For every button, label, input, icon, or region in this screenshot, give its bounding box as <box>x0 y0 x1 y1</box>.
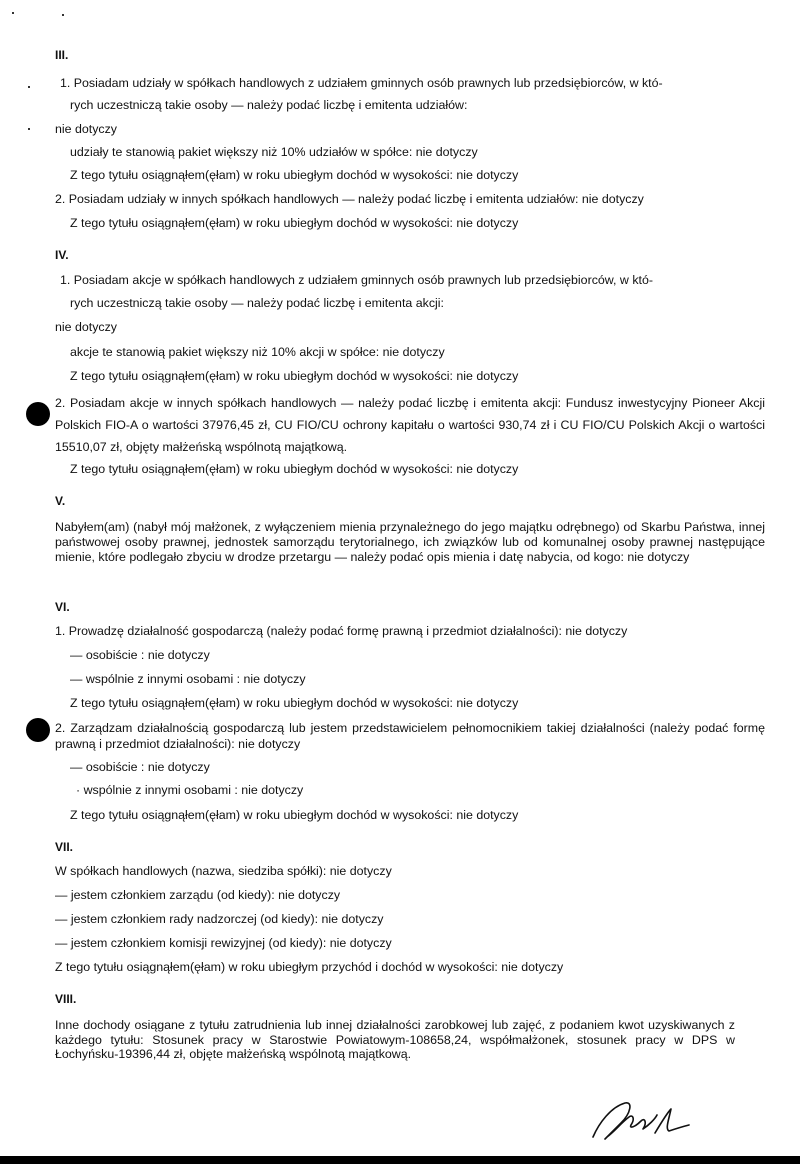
section-heading-vii: VII. <box>55 840 74 854</box>
list-item: — jestem członkiem rady nadzorczej (od kiedy): nie dotyczy <box>55 912 384 926</box>
text-line: nie dotyczy <box>55 122 117 136</box>
scan-speck <box>12 12 14 14</box>
text-line: 1. Posiadam udziały w spółkach handlowych z udziałem gminnych osób prawnych lub przedsiębiorców, w któ- <box>60 76 663 90</box>
list-item: — jestem członkiem komisji rewizyjnej (od kiedy): nie dotyczy <box>55 936 392 950</box>
income-line: Z tego tytułu osiągnąłem(ęłam) w roku ubiegłym przychód i dochód w wysokości: nie dotyczy <box>55 960 564 974</box>
text-line: rych uczestniczą takie osoby — należy podać liczbę i emitenta akcji: <box>70 296 444 310</box>
text-line: W spółkach handlowych (nazwa, siedziba spółki): nie dotyczy <box>55 864 392 878</box>
text-line: 1. Posiadam akcje w spółkach handlowych z udziałem gminnych osób prawnych lub przedsiębiorców, w któ- <box>60 273 653 287</box>
section-heading-viii: VIII. <box>55 992 77 1006</box>
text-line: 2. Posiadam udziały w innych spółkach handlowych — należy podać liczbę i emitenta udziałów: nie dotyczy <box>55 192 644 206</box>
punch-hole <box>26 402 50 426</box>
list-item: · wspólnie z innymi osobami : nie dotyczy <box>76 783 304 797</box>
text-line: nie dotyczy <box>55 320 117 334</box>
text-paragraph: 2. Posiadam akcje w innych spółkach handlowych — należy podać liczbę i emitenta akcji: Fundusz inwestycyjny Pioneer Akcji Polskich FIO-A o wartości 37976,45 zł, CU FIO/CU ochrony kapitału o wartości 930,74 zł i CU FIO/CU Polskich Akcji o wartości 15510,07 zł, objęty małżeńską wspólnotą majątkową. <box>55 396 765 454</box>
text-line: rych uczestniczą takie osoby — należy podać liczbę i emitenta udziałów: <box>70 98 468 112</box>
income-line: Z tego tytułu osiągnąłem(ęłam) w roku ubiegłym dochód w wysokości: nie dotyczy <box>70 216 519 230</box>
list-item: — jestem członkiem zarządu (od kiedy): nie dotyczy <box>55 888 341 902</box>
text-paragraph: Inne dochody osiągane z tytułu zatrudnienia lub innej działalności zarobkowej lub zajęć, z podaniem kwot uzyskiwanych z każdego tytułu: Stosunek pracy w Starostwie Powiatowym-108658,24, współmałżonek, stosunek pracy w DPS w Łochyńsku-19396,44 zł, objęte małżeńską wspólnotą majątkową. <box>55 1018 735 1061</box>
text-line: 1. Prowadzę działalność gospodarczą (należy podać formę prawną i przedmiot działalności): nie dotyczy <box>55 624 628 638</box>
scan-speck <box>62 14 64 16</box>
section-heading-iii: III. <box>55 48 69 62</box>
scan-bottom-edge <box>0 1156 800 1164</box>
list-item: — osobiście : nie dotyczy <box>70 760 210 774</box>
income-line: Z tego tytułu osiągnąłem(ęłam) w roku ubiegłym dochód w wysokości: nie dotyczy <box>70 369 519 383</box>
scan-speck <box>28 128 30 130</box>
text-line: akcje te stanowią pakiet większy niż 10% akcji w spółce: nie dotyczy <box>70 345 445 359</box>
income-line: Z tego tytułu osiągnąłem(ęłam) w roku ubiegłym dochód w wysokości: nie dotyczy <box>70 462 519 476</box>
scan-speck <box>28 86 30 88</box>
section-heading-vi: VI. <box>55 600 70 614</box>
text-line: udziały te stanowią pakiet większy niż 10% udziałów w spółce: nie dotyczy <box>70 145 478 159</box>
income-line: Z tego tytułu osiągnąłem(ęłam) w roku ubiegłym dochód w wysokości: nie dotyczy <box>70 808 519 822</box>
list-item: — wspólnie z innymi osobami : nie dotyczy <box>70 672 306 686</box>
text-paragraph: 2. Zarządzam działalnością gospodarczą lub jestem przedstawicielem pełnomocnikiem takiej działalności (należy podać formę prawną i przedmiot działalności): nie dotyczy <box>55 721 765 751</box>
section-heading-iv: IV. <box>55 248 69 262</box>
signature-icon <box>585 1093 695 1148</box>
text-paragraph: Nabyłem(am) (nabył mój małżonek, z wyłączeniem mienia przynależnego do jego majątku odrębnego) od Skarbu Państwa, innej państwowej osoby prawnej, jednostek samorządu terytorialnego, ich związków lub od komunalnej osoby prawnej następujące mienie, które podlegało zbyciu w drodze przetargu — należy podać opis mienia i datę nabycia, od kogo: nie dotyczy <box>55 520 765 564</box>
section-heading-v: V. <box>55 494 66 508</box>
punch-hole <box>26 718 50 742</box>
income-line: Z tego tytułu osiągnąłem(ęłam) w roku ubiegłym dochód w wysokości: nie dotyczy <box>70 168 519 182</box>
list-item: — osobiście : nie dotyczy <box>70 648 210 662</box>
income-line: Z tego tytułu osiągnąłem(ęłam) w roku ubiegłym dochód w wysokości: nie dotyczy <box>70 696 519 710</box>
